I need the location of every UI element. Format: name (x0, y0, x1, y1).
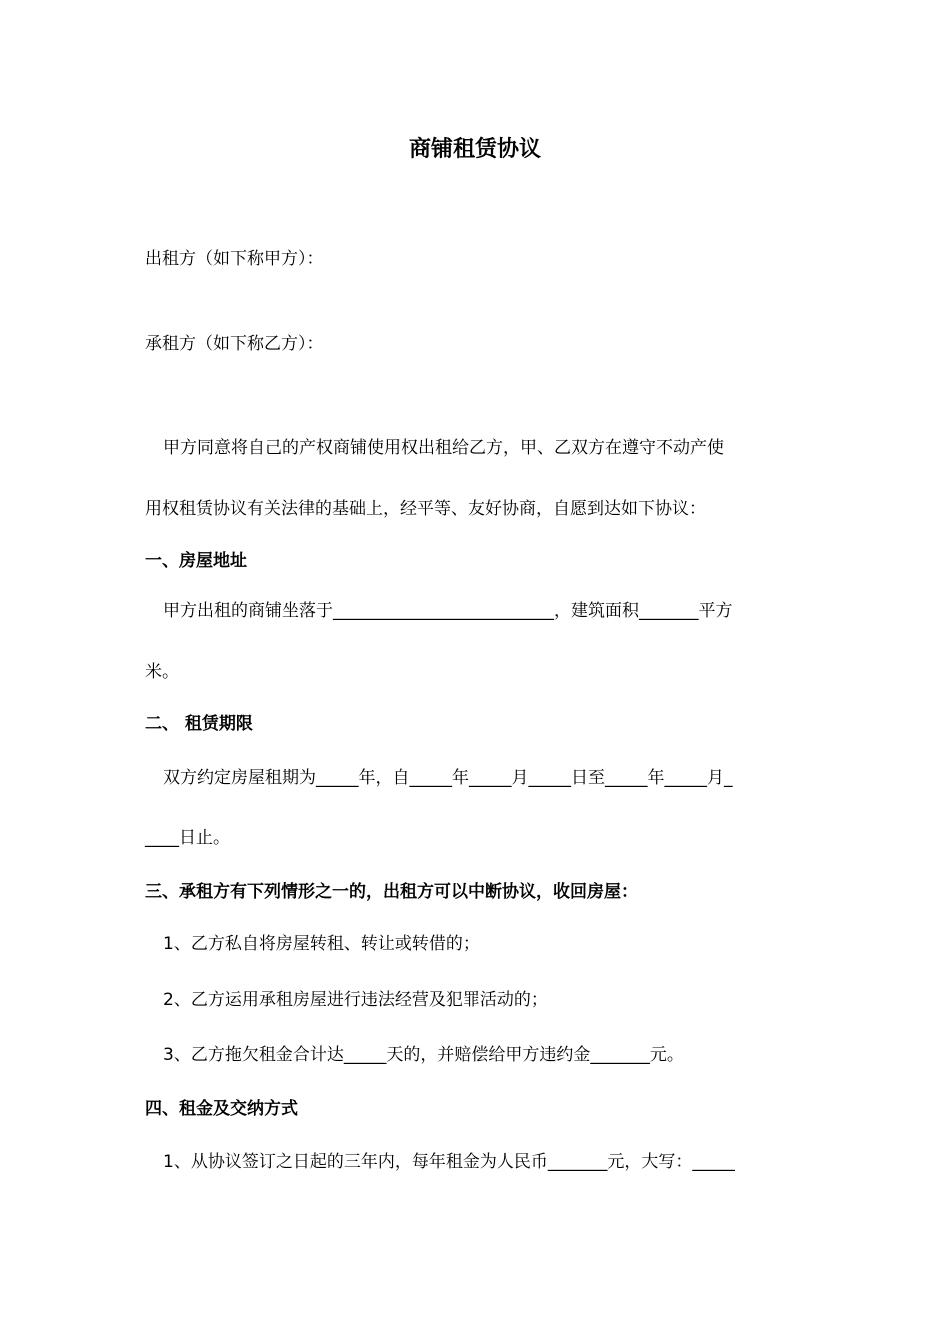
section-4-item-1: 1、从协议签订之日起的三年内，每年租金为人民币_______元，大写：_____ (163, 1152, 735, 1172)
section-2-text-line-2: ____日止。 (145, 828, 230, 848)
section-3-item-2: 2、乙方运用承租房屋进行违法经营及犯罪活动的； (163, 990, 548, 1010)
section-1-heading: 一、房屋地址 (145, 551, 247, 571)
lessor-line: 出租方（如下称甲方）： (145, 249, 324, 269)
section-1-text-line-1: 甲方出租的商铺坐落于__________________________，建筑面积_______平方 (163, 601, 733, 621)
intro-paragraph-line-2: 用权租赁协议有关法律的基础上，经平等、友好协商，自愿到达如下协议： (145, 499, 706, 519)
section-2-heading: 二、 租赁期限 (145, 714, 253, 734)
section-3-item-1: 1、乙方私自将房屋转租、转让或转借的； (163, 934, 480, 954)
section-3-heading: 三、承租方有下列情形之一的，出租方可以中断协议，收回房屋： (145, 882, 638, 902)
lessee-line: 承租方（如下称乙方）： (145, 334, 324, 354)
section-2-text-line-1: 双方约定房屋租期为_____年，自_____年_____月_____日至_____年_____月_ (163, 768, 733, 788)
section-1-text-line-2: 米。 (145, 662, 179, 682)
section-4-heading: 四、租金及交纳方式 (145, 1099, 298, 1119)
intro-paragraph-line-1: 甲方同意将自己的产权商铺使用权出租给乙方，甲、乙双方在遵守不动产使 (163, 438, 724, 458)
document-title: 商铺租赁协议 (408, 137, 541, 162)
section-3-item-3: 3、乙方拖欠租金合计达_____天的，并赔偿给甲方违约金_______元。 (163, 1045, 684, 1065)
